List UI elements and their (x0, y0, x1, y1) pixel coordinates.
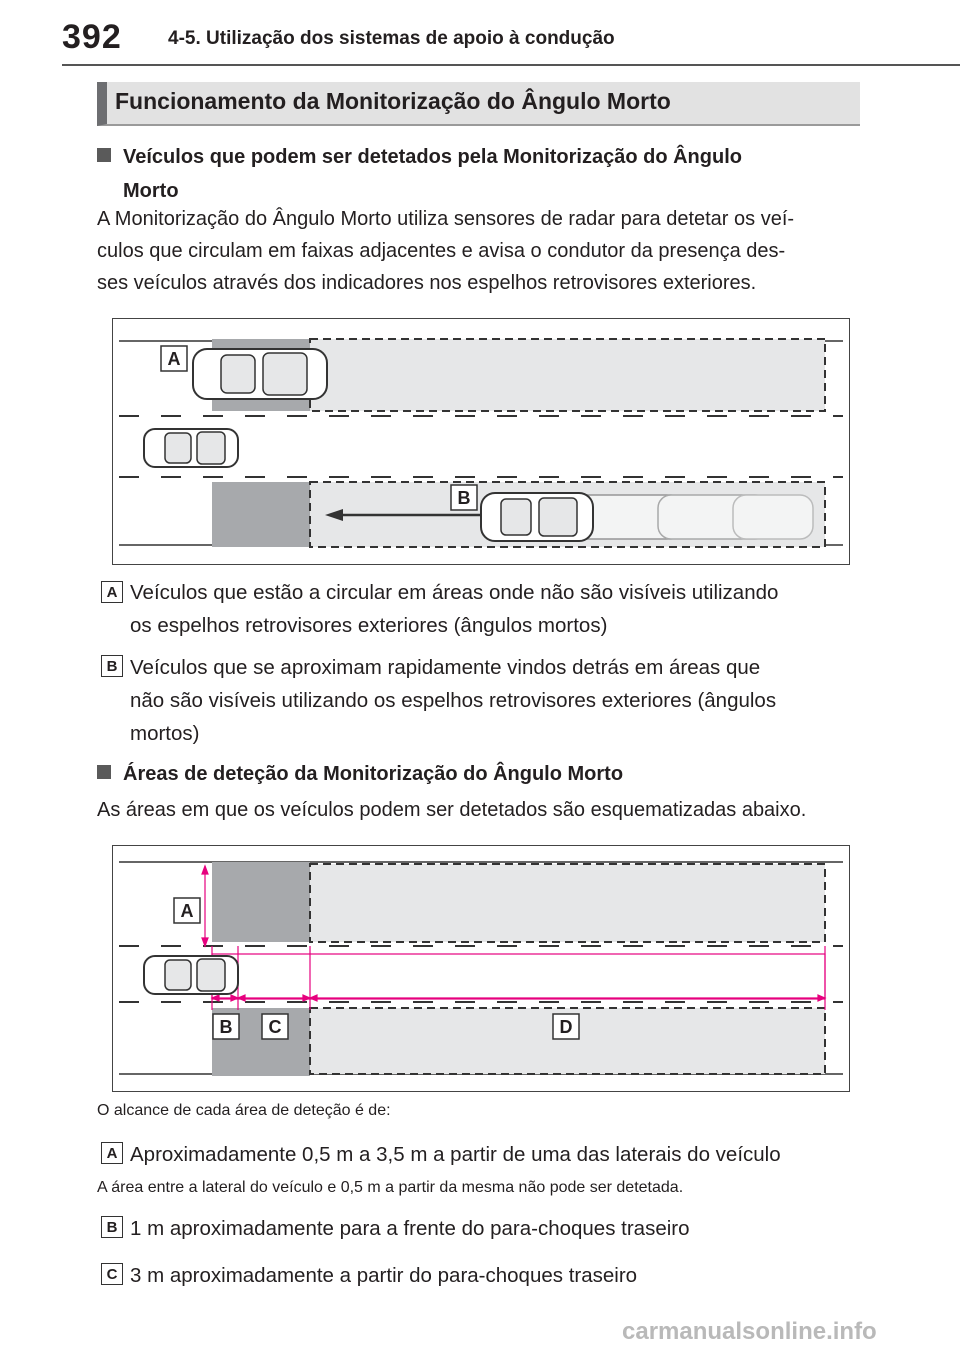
own-car-icon (144, 429, 238, 467)
item-b-text: Veículos que se aproximam rapidamente vindos detrás em áreas que não são visíveis utilizando os espelhos retrovisores exteriores (ângulos mortos) (130, 656, 777, 745)
svg-text:A: A (167, 349, 181, 369)
range-a-text: Aproximadamente 0,5 m a 3,5 m a partir de uma das laterais do veículo (130, 1143, 781, 1166)
figure1-label-b (451, 485, 477, 510)
zone-light-left (310, 864, 825, 942)
figure-detectable-vehicles (112, 318, 850, 565)
figure1-label-a (161, 346, 187, 371)
svg-text:D: D (559, 1017, 573, 1037)
zone-dark-left (212, 862, 310, 942)
svg-text:A: A (180, 901, 194, 921)
approaching-car-ghosts-icon (573, 495, 813, 539)
bullet-square-icon (97, 765, 111, 779)
bullet-square-icon (97, 148, 111, 162)
detection-areas-paragraph: As áreas em que os veículos podem ser detetados são esquematizadas abaixo. (97, 799, 807, 821)
svg-text:B: B (219, 1017, 233, 1037)
intro-paragraph: A Monitorização do Ângulo Morto utiliza sensores de radar para detetar os veí- culos que circulam em faixas adjacentes e avisa o condutor da presença des- ses veículos através dos indicadores nos espelhos retrovisores exteriores. (97, 208, 795, 294)
range-intro-text: O alcance de cada área de deteção é de: (97, 1102, 391, 1119)
figure-2-diagram (113, 846, 849, 1091)
range-tag-b: B (101, 1216, 123, 1238)
svg-text:C: C (268, 1017, 282, 1037)
item-tag-a: A (101, 581, 123, 603)
range-a-note: A área entre a lateral do veículo e 0,5 m a partir da mesma não pode ser detetada. (97, 1179, 684, 1196)
range-c-text: 3 m aproximadamente a partir do para-choques traseiro (130, 1264, 638, 1287)
bullet-heading-detectable-vehicles: Veículos que podem ser detetados pela Monitorização do Ângulo Morto (97, 140, 877, 208)
figure-detection-areas (112, 845, 850, 1092)
bullet-heading-detection-areas: Áreas de deteção da Monitorização do Ângulo Morto (97, 757, 877, 791)
figure2-label-b (213, 1014, 239, 1039)
approach-zone-left (310, 339, 825, 411)
own-car-icon (144, 956, 238, 994)
figure-1-diagram (113, 319, 849, 564)
header-divider (62, 64, 960, 66)
item-a-text: Veículos que estão a circular em áreas onde não são visíveis utilizando os espelhos retrovisores exteriores (ângulos mortos) (130, 581, 779, 637)
range-tag-c: C (101, 1263, 123, 1285)
car-a-icon (193, 349, 327, 399)
range-tag-a: A (101, 1142, 123, 1164)
figure2-label-c (262, 1014, 288, 1039)
watermark: carmanualsonline.info (622, 1318, 877, 1345)
blind-spot-zone-right (212, 482, 310, 547)
figure2-label-a (174, 898, 200, 923)
car-b-icon (481, 493, 593, 541)
figure2-label-d (553, 1014, 579, 1039)
svg-text:B: B (457, 488, 471, 508)
page-number: 392 (62, 18, 122, 56)
chapter-title: 4-5. Utilização dos sistemas de apoio à condução (168, 28, 615, 49)
item-tag-b: B (101, 655, 123, 677)
range-b-text: 1 m aproximadamente para a frente do para-choques traseiro (130, 1217, 690, 1240)
section-title: Funcionamento da Monitorização do Ângulo Morto (115, 88, 671, 114)
